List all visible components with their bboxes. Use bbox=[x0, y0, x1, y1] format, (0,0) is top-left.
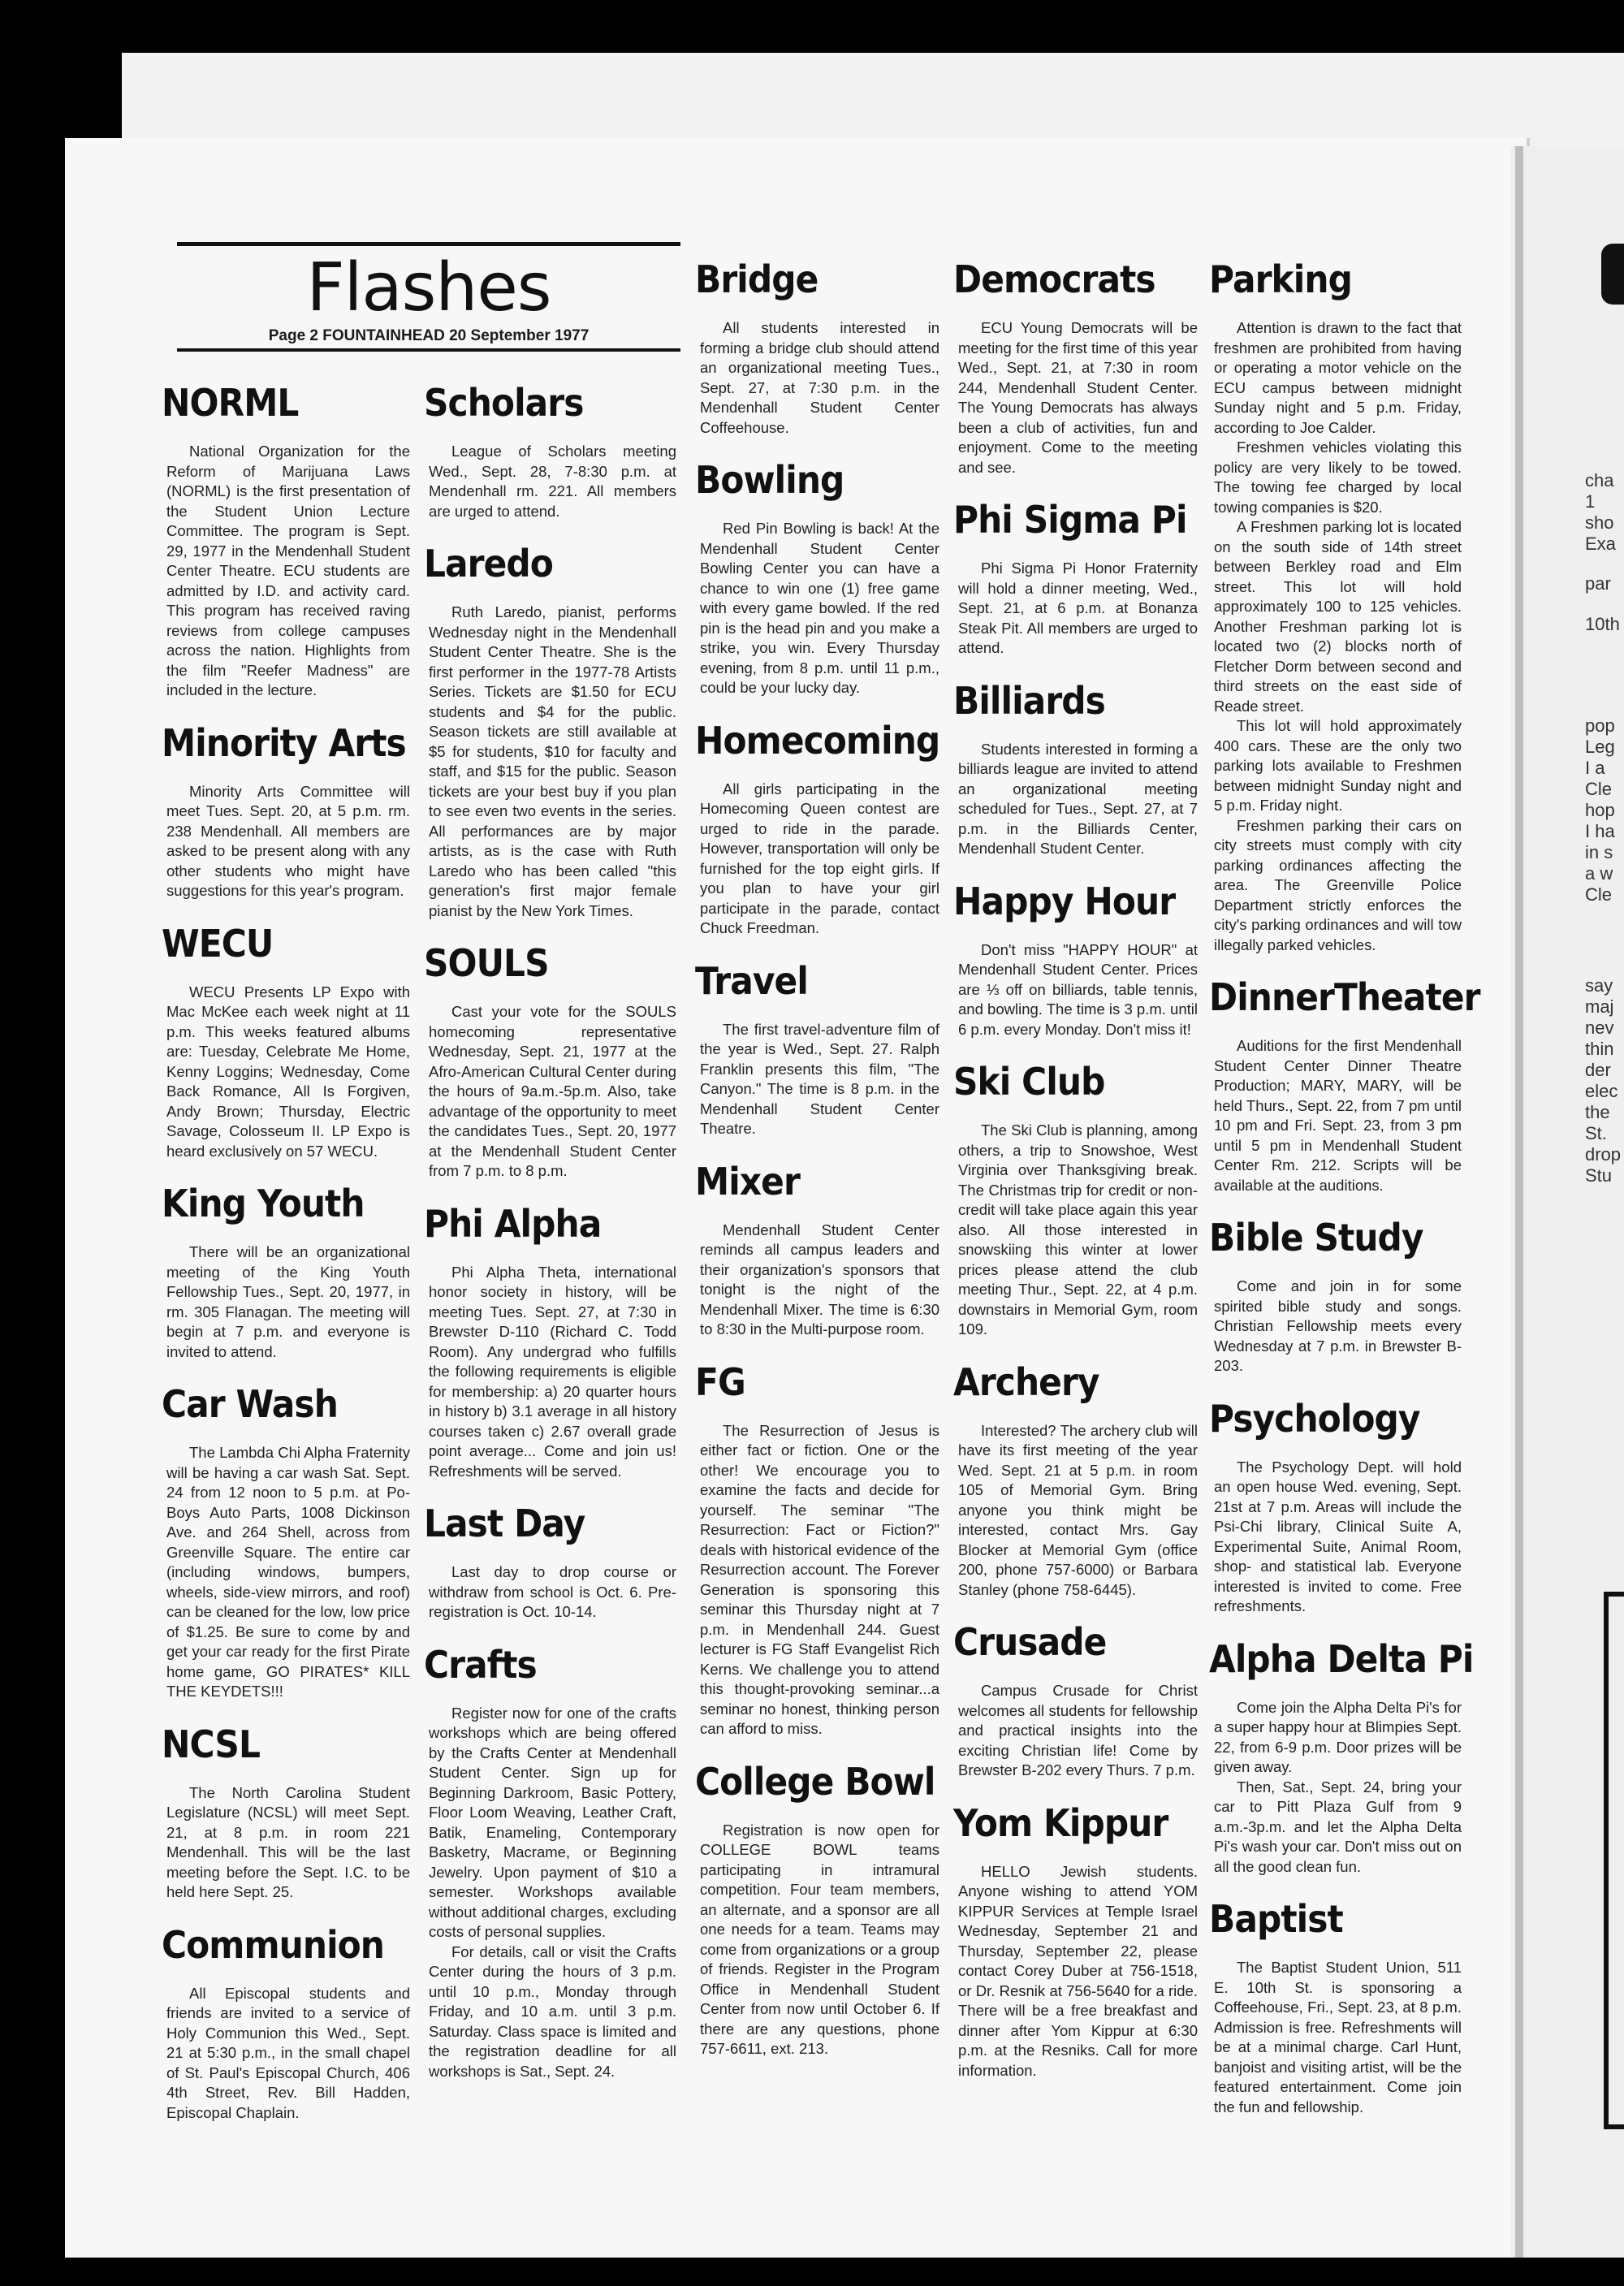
article bbox=[695, 958, 939, 1139]
article bbox=[162, 1382, 410, 1702]
article bbox=[424, 542, 676, 921]
article-paragraph: A Freshmen parking lot is located on the south side of 14th street between Berkley road and Elm street. This lot will hold approximately 100 to 125 vehicles. Another Freshman parking lot is located two (2) blocks north of Fletcher Dorm between second and third streets on the east side of Reade street. bbox=[1214, 518, 1462, 715]
article-body bbox=[166, 1984, 410, 2124]
column-1 bbox=[162, 381, 410, 2144]
article-headline: Ski Club bbox=[953, 1060, 1105, 1104]
edge-fragment: Cle bbox=[1585, 884, 1613, 905]
article-paragraph: Interested? The archery club will have its first meeting of the year Wed. Sept. 21 at 5 p.m. in room 105 of Memorial Gym. Bring anyone you think might be interested, contact Mrs. Gay Blocker at Memorial Gym (office 200, phone 757-6000) or Barbara Stanley (phone 758-6445). bbox=[958, 1421, 1198, 1598]
article-headline: Homecoming bbox=[695, 718, 940, 763]
article-paragraph: Phi Alpha Theta, international honor society in history, will be meeting Tues. Sept. 27, at 7:30 in Brewster D-110 (Richard C. Todd Room). Any undergrad who fulfills the following requirements is eligible for membership: a) 20 quarter hours in history b) 3.1 average in all history courses taken c) 2.67 overall grade point average... Come and join us! Refreshments will be served. bbox=[429, 1263, 676, 1480]
article bbox=[162, 720, 410, 901]
article bbox=[1209, 975, 1480, 1195]
article-paragraph: Freshmen vehicles violating this policy are very likely to be towed. The towing fee charged by local towing companies is $20. bbox=[1214, 439, 1462, 516]
article bbox=[695, 257, 939, 438]
article-headline: Laredo bbox=[424, 542, 553, 586]
article-body bbox=[429, 1562, 676, 1623]
article bbox=[695, 1359, 939, 1739]
article-paragraph: National Organization for the Reform of Marijuana Laws (NORML) is the first presentation of the Student Union Lecture Committee. The program is Sept. 29, 1977 in the Mendenhall Student Center Theatre. ECU students are admitted by I.D. and activity card. This program has received raving reviews from college campuses across the nation. Highlights from the film "Reefer Madness" are included in the lecture. bbox=[166, 443, 410, 698]
article-headline: Bible Study bbox=[1209, 1216, 1423, 1260]
article-paragraph: Mendenhall Student Center reminds all campus leaders and their organization's sponsors that tonight is the night of the Mendenhall Mixer. The time is 6:30 to 8:30 in the Multi-purpose room. bbox=[700, 1221, 939, 1337]
article-headline: Bowling bbox=[695, 458, 844, 502]
article-headline: NORML bbox=[162, 381, 299, 425]
article-body bbox=[166, 442, 410, 701]
article-headline: Travel bbox=[695, 958, 808, 1003]
column-4 bbox=[953, 257, 1198, 2102]
article-body bbox=[429, 442, 676, 521]
article-headline: Psychology bbox=[1209, 1396, 1420, 1441]
article-paragraph: The North Carolina Student Legislature (NCSL) will meet Sept. 21, at 8 p.m. in room 221 Mendenhall. This will be the last meeting before the Sept. I.C. to be held here Sept. 25. bbox=[166, 1783, 410, 1900]
edge-fragment: say bbox=[1585, 975, 1613, 996]
masthead-bottom-rule bbox=[177, 348, 680, 352]
article-body bbox=[958, 740, 1198, 859]
masthead-top-rule bbox=[177, 242, 680, 246]
article-paragraph: Last day to drop course or withdraw from school is Oct. 6. Pre-registration is Oct. 10-14. bbox=[429, 1563, 676, 1620]
article-body bbox=[429, 1263, 676, 1482]
article-body bbox=[700, 1221, 939, 1340]
article-headline: Phi Sigma Pi bbox=[953, 498, 1187, 542]
article bbox=[953, 879, 1198, 1040]
edge-fragment: Cle bbox=[1585, 779, 1613, 799]
edge-fragment: elec bbox=[1585, 1081, 1618, 1101]
article-paragraph: Attention is drawn to the fact that freshmen are prohibited from having or operating a motor vehicle on the ECU campus between midnight Sunday night and 5 p.m. Friday, according to Joe Calder. bbox=[1214, 319, 1462, 436]
article-headline: Democrats bbox=[953, 257, 1155, 301]
article-headline: Bridge bbox=[695, 257, 818, 301]
column-5 bbox=[1209, 257, 1480, 2138]
article-paragraph: The Baptist Student Union, 511 E. 10th St. is sponsoring a Coffeehouse, Fri., Sept. 23, at 8 p.m. Admission is free. Refreshments will be at a minimal charge. Carl Hunt, banjoist and visiting artist, will be the featured entertainment. Come join the fun and fellowship. bbox=[1214, 1959, 1462, 2115]
article bbox=[953, 1620, 1198, 1781]
article-paragraph: HELLO Jewish students. Anyone wishing to attend YOM KIPPUR Services at Temple Israel Wednesday, September 21 and Thursday, September 22, please contact Corey Duber at 756-1518, or Dr. Resnik at 756-5640 for a ride. There will be a free breakfast and dinner after Yom Kippur at 6:30 p.m. at the Resniks. Call for more information. bbox=[958, 1862, 1198, 2079]
article bbox=[1209, 1216, 1462, 1376]
article-body bbox=[958, 559, 1198, 659]
article-headline: WECU bbox=[162, 921, 274, 966]
article-body bbox=[700, 1020, 939, 1139]
article bbox=[953, 1060, 1198, 1340]
article bbox=[953, 678, 1198, 859]
article-headline: FG bbox=[695, 1359, 745, 1404]
article-paragraph: Ruth Laredo, pianist, performs Wednesday night in the Mendenhall Student Center Theatre. She is the first performer in the 1977-78 Artists Series. Tickets are $1.50 for ECU students and $4 for the public. Season tickets are still available at $5 for students, $10 for faculty and staff, and $15 for the public. Season tickets are your best buy if you plan to see even two events in the series. All performances are by major artists, as is the case with Ruth Laredo who has been called "this generation's first major female pianist by the New York Times. bbox=[429, 603, 676, 919]
article-paragraph: Come join the Alpha Delta Pi's for a super happy hour at Blimpies Sept. 22, from 6-9 p.m. Door prizes will be given away. bbox=[1214, 1698, 1462, 1775]
article bbox=[953, 1800, 1198, 2081]
article-paragraph: For details, call or visit the Crafts Center during the hours of 3 p.m. until 10 p.m., Monday through Friday, and 10 a.m. until 3 p.m. Saturday. Class space is limited and the registration deadline for all workshops is Sat., Sept. 24. bbox=[429, 1942, 676, 2080]
article-body bbox=[958, 1681, 1198, 1781]
edge-fragment: 10th bbox=[1585, 614, 1620, 634]
article-paragraph: Students interested in forming a billiards league are invited to attend an organizational meeting scheduled for Tues., Sept. 27, at 7 p.m. in the Billiards Center, Mendenhall Student Center. bbox=[958, 740, 1198, 857]
article bbox=[695, 1159, 939, 1340]
article-paragraph: The Resurrection of Jesus is either fact or fiction. One or the other! We encourage you to examine the facts and decide for yourself. The seminar "The Resurrection: Fact or Fiction?" deals with historical evidence of the Resurrection account. The Forever Generation is sponsoring this seminar this Thursday night at 7 p.m. in Mendenhall 244. Guest lecturer is FG Staff Evangelist Rich Kerns. We challenge you to attend this thought-provoking seminar...a seminar no honest, thinking person can afford to miss. bbox=[700, 1421, 939, 1737]
article-paragraph: Minority Arts Committee will meet Tues. Sept. 20, at 5 p.m. rm. 238 Mendenhall. All members are asked to be present along with any other students who might have suggestions for this year's program. bbox=[166, 782, 410, 899]
article-headline: Crusade bbox=[953, 1620, 1107, 1664]
article-body bbox=[700, 780, 939, 939]
article-paragraph: All students interested in forming a bridge club should attend an organizational meeting Tues., Sept. 27, at 7:30 p.m. in the Mendenhall Student Center Coffeehouse. bbox=[700, 319, 939, 436]
article-body bbox=[700, 1421, 939, 1739]
article-paragraph: The Lambda Chi Alpha Fraternity will be having a car wash Sat. Sept. 24 from 12 noon to 5 p.m. at Po-Boys Auto Parts, 1008 Dickinson Ave. and 264 Shell, across from Greenville Square. The entire car (including windows, bumpers, wheels, side-view mirrors, and roof) can be cleaned for the low, low price of $1.25. Be sure to come by and get your car ready for the first Pirate home game, GO PIRATES* KILL THE KEYDETS!!! bbox=[166, 1444, 410, 1700]
article-headline: Happy Hour bbox=[953, 879, 1176, 923]
article-body bbox=[1214, 318, 1462, 955]
masthead bbox=[177, 242, 680, 352]
article-body bbox=[166, 1242, 410, 1362]
article-body bbox=[700, 1821, 939, 2059]
article bbox=[695, 458, 939, 698]
article-headline: Parking bbox=[1209, 257, 1352, 301]
article-headline: Last Day bbox=[424, 1502, 585, 1545]
article bbox=[424, 1642, 676, 2082]
edge-fragment: drop bbox=[1585, 1144, 1622, 1165]
edge-fragment: Exa bbox=[1585, 534, 1616, 554]
article-headline: King Youth bbox=[162, 1182, 365, 1225]
article-body bbox=[1214, 1458, 1462, 1617]
article bbox=[424, 381, 676, 521]
article bbox=[1209, 1396, 1462, 1617]
article-body bbox=[700, 519, 939, 698]
article-body bbox=[429, 603, 676, 921]
article-body bbox=[958, 1421, 1198, 1601]
article-body bbox=[429, 1002, 676, 1182]
edge-fragment: Leg bbox=[1585, 737, 1615, 757]
article-paragraph: Register now for one of the crafts workshops which are being offered by the Crafts Center at Mendenhall Student Center. Sign up for Beginning Darkroom, Basic Pottery, Floor Loom Weaving, Leather Craft, Batik, Enameling, Contemporary Basketry, Macrame, or Beginning Jewelry. Upon payment of $10 a semester. Workshops available without additional charges, excluding costs of personal supplies. bbox=[429, 1704, 676, 1940]
article bbox=[162, 921, 410, 1162]
article-body bbox=[166, 1443, 410, 1702]
article-headline: Billiards bbox=[953, 678, 1105, 723]
edge-fragment: the bbox=[1585, 1102, 1610, 1122]
article-body bbox=[1214, 1036, 1462, 1195]
edge-fragment: pop bbox=[1585, 715, 1615, 736]
article-body bbox=[1214, 1958, 1462, 2117]
article-body bbox=[958, 1121, 1198, 1340]
article-paragraph: The Ski Club is planning, among others, a trip to Snowshoe, West Virginia over Thanksgiving break. The Christmas trip for credit or non-credit will take place again this year also. All those interested in snowskiing this winter at lower prices please attend the club meeting Thur., Sept. 22, at 4 p.m. downstairs in Memorial Gym, room 109. bbox=[958, 1121, 1198, 1337]
article-paragraph: There will be an organizational meeting of the King Youth Fellowship Tues., Sept. 20, 1977, in rm. 305 Flanagan. The meeting will begin at 7 p.m. and everyone is invited to attend. bbox=[166, 1243, 410, 1360]
article-paragraph: Don't miss "HAPPY HOUR" at Mendenhall Student Center. Prices are ⅓ off on billiards, table tennis, and bowling. The time is 3 p.m. until 6 p.m. every Monday. Don't miss it! bbox=[958, 940, 1198, 1038]
article bbox=[162, 1922, 410, 2124]
column-3 bbox=[695, 257, 940, 2081]
article-body bbox=[166, 782, 410, 901]
article-headline: Baptist bbox=[1209, 1897, 1343, 1941]
article bbox=[1209, 1897, 1462, 2117]
edge-fragment: der bbox=[1585, 1060, 1611, 1080]
article-body bbox=[1214, 1698, 1462, 1878]
article bbox=[695, 718, 940, 939]
edge-fragment: hop bbox=[1585, 800, 1615, 820]
article bbox=[953, 257, 1198, 478]
article-paragraph: The Psychology Dept. will hold an open house Wed. evening, Sept. 21st at 7 p.m. Areas will include the Psi-Chi library, Clinical Suite A, Experimental Suite, Animal Room, shop- and statistical lab. Everyone interested is invited to come. Free refreshments. bbox=[1214, 1458, 1462, 1614]
article bbox=[424, 1502, 676, 1623]
article-headline: Minority Arts bbox=[162, 720, 406, 765]
column-2 bbox=[424, 381, 676, 2102]
edge-fragment: maj bbox=[1585, 996, 1614, 1017]
article-headline: Communion bbox=[162, 1922, 385, 1967]
article-headline: Car Wash bbox=[162, 1382, 338, 1426]
article-paragraph: Campus Crusade for Christ welcomes all students for fellowship and practical insights into the exciting Christian life! Come by Brewster B-202 every Thurs. 7 p.m. bbox=[958, 1682, 1198, 1778]
edge-fragment: a w bbox=[1585, 863, 1613, 884]
article bbox=[953, 498, 1198, 659]
section-title: Flashes bbox=[306, 249, 551, 326]
edge-fragment: par bbox=[1585, 573, 1611, 594]
edge-fragment: cha bbox=[1585, 470, 1614, 490]
page-dateline: Page 2 FOUNTAINHEAD 20 September 1977 bbox=[268, 327, 590, 344]
article-headline: Alpha Delta Pi bbox=[1209, 1636, 1474, 1681]
edge-fragment: I ha bbox=[1585, 821, 1615, 841]
article bbox=[953, 1359, 1198, 1601]
article-body bbox=[958, 1862, 1198, 2081]
article-paragraph: Registration is now open for COLLEGE BOWL teams participating in intramural competition. Four team members, an alternate, and a sponsor are all one needs for a team. Teams may come from organizations or a group of friends. Register in the Program Office in Mendenhall Student Center from now until October 6. If there are any questions, phone 757-6611, ext. 213. bbox=[700, 1821, 939, 2057]
article-paragraph: League of Scholars meeting Wed., Sept. 28, 7-8:30 p.m. at Mendenhall rm. 221. All members are urged to attend. bbox=[429, 443, 676, 520]
edge-fragment: I a bbox=[1585, 758, 1605, 778]
article-paragraph: All girls participating in the Homecoming Queen contest are urged to ride in the parade. However, transportation will only be furnished for the top eight girls. If you plan to have your girl participate in the parade, contact Chuck Freedman. bbox=[700, 780, 939, 936]
article-paragraph: The first travel-adventure film of the year is Wed., Sept. 27. Ralph Franklin presents this film, "The Canyon." The time is 8 p.m. in the Mendenhall Student Center Theatre. bbox=[700, 1020, 939, 1137]
article-headline: College Bowl bbox=[695, 1759, 935, 1804]
article-headline: SOULS bbox=[424, 941, 549, 985]
article bbox=[162, 1182, 410, 1362]
article bbox=[1209, 1636, 1474, 1878]
article bbox=[1209, 257, 1462, 955]
article bbox=[424, 1201, 676, 1482]
article-paragraph: WECU Presents LP Expo with Mac McKee each week night at 11 p.m. This weeks featured albums are: Tuesday, Celebrate Me Home, Kenny Loggins; Wednesday, Come Back Romance, All Is Forgiven, Andy Brown; Thursday, Electric Savage, Colosseum II. LP Expo is heard exclusively on 57 WECU. bbox=[166, 983, 410, 1160]
article-headline: Crafts bbox=[424, 1642, 537, 1687]
article-headline: Mixer bbox=[695, 1159, 800, 1203]
article bbox=[162, 381, 410, 701]
article-body bbox=[166, 983, 410, 1162]
page-gutter bbox=[1515, 146, 1523, 2258]
article-headline: NCSL bbox=[162, 1722, 261, 1766]
edge-fragment: thin bbox=[1585, 1039, 1614, 1059]
article-headline: Phi Alpha bbox=[424, 1201, 602, 1246]
edge-fragment: sho bbox=[1585, 512, 1614, 533]
article-headline: DinnerTheater bbox=[1209, 975, 1480, 1019]
article-paragraph: Freshmen parking their cars on city streets must comply with city parking ordinances affecting the area. The Greenville Police Department strictly enforces the city's parking ordinances and will tow illegally parked vehicles. bbox=[1214, 816, 1462, 953]
article bbox=[424, 941, 676, 1182]
article bbox=[695, 1759, 939, 2059]
article-paragraph: Then, Sat., Sept. 24, bring your car to Pitt Plaza Gulf from 9 a.m.-3p.m. and let the Alpha Delta Pi's wash your car. Don't miss out on all the good clean fun. bbox=[1214, 1778, 1462, 1875]
edge-fragment: nev bbox=[1585, 1018, 1614, 1038]
article-body bbox=[166, 1783, 410, 1903]
article-paragraph: Phi Sigma Pi Honor Fraternity will hold a dinner meeting, Wed., Sept. 21, at 6 p.m. at Bonanza Steak Pit. All members are urged to attend. bbox=[958, 560, 1198, 656]
article-paragraph: All Episcopal students and friends are invited to a service of Holy Communion this Wed., Sept. 21 at 5:30 p.m., in the small chapel of St. Paul's Episcopal Church, 406 4th Street, Rev. Bill Hadden, Episcopal Chaplain. bbox=[166, 1984, 410, 2121]
article-headline: Archery bbox=[953, 1359, 1099, 1404]
edge-fragment: Stu bbox=[1585, 1165, 1613, 1186]
article-paragraph: Auditions for the first Mendenhall Student Center Dinner Theatre Production; MARY, MARY, will be held Thurs., Sept. 22, from 7 pm until 10 pm and Fri. Sept. 23, from 3 pm until 5 pm in Mendenhall Student Center Rm. 212. Scripts will be available at the auditions. bbox=[1214, 1037, 1462, 1194]
article bbox=[162, 1722, 410, 1903]
edge-fragment: St. bbox=[1585, 1123, 1607, 1143]
article-body bbox=[700, 318, 939, 438]
article-paragraph: Come and join in for some spirited bible study and songs. Christian Fellowship meets every Wednesday at 7 p.m. in Brewster B-203. bbox=[1214, 1277, 1462, 1374]
article-paragraph: This lot will hold approximately 400 cars. These are the only two parking lots available to Freshmen between midnight Sunday night and 5 p.m. Friday night. bbox=[1214, 717, 1462, 814]
edge-fragment: 1 bbox=[1585, 491, 1596, 512]
article-body bbox=[1214, 1277, 1462, 1376]
article-paragraph: Red Pin Bowling is back! At the Mendenhall Student Center Bowling Center you can have a chance to win one (1) free game with every game bowled. If the red pin is the head pin and you make a strike, you win. Every Thursday evening, from 8 p.m. until 11 p.m., could be your lucky day. bbox=[700, 520, 939, 696]
adjacent-page-box-border bbox=[1604, 1592, 1624, 2129]
article-body bbox=[958, 940, 1198, 1040]
article-headline: Scholars bbox=[424, 381, 584, 425]
article-paragraph: ECU Young Democrats will be meeting for the first time of this year Wed., Sept. 21, at 7:30 in room 244, Mendenhall Student Center. The Young Democrats has always been a club of activities, fun and enjoyment. Come to the meeting and see. bbox=[958, 319, 1198, 476]
article-body bbox=[429, 1704, 676, 2082]
edge-fragment: in s bbox=[1585, 842, 1613, 862]
adjacent-page-headline-fragment bbox=[1601, 244, 1624, 305]
article-headline: Yom Kippur bbox=[953, 1800, 1168, 1845]
article-body bbox=[958, 318, 1198, 478]
article-paragraph: Cast your vote for the SOULS homecoming representative Wednesday, Sept. 21, 1977 at the Afro-American Cultural Center during the hours of 9a.m.-5p.m. Also, take advantage of the opportunity to meet the candidates Tues., Sept. 20, 1977 at the Mendenhall Student Center from 7 p.m. to 8 p.m. bbox=[429, 1003, 676, 1179]
